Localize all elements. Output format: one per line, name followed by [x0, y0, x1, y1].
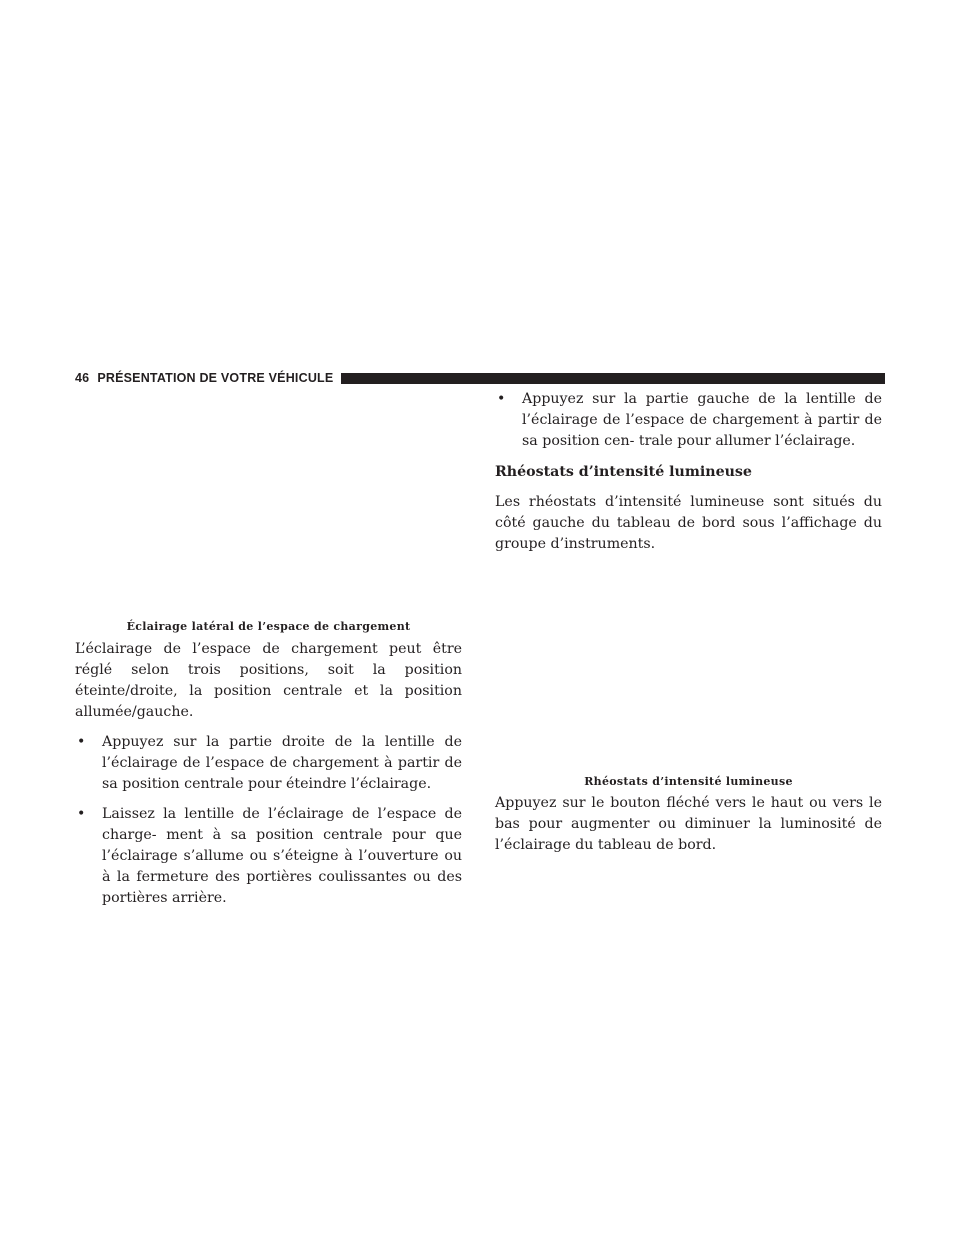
dimmer-instructions: Appuyez sur le bouton fléché vers le haut ou vers le bas pour augmenter ou diminuer la luminosité de l’éclairage du tableau de bord.: [495, 795, 882, 853]
section-title: PRÉSENTATION DE VOTRE VÉHICULE: [97, 371, 334, 385]
cargo-light-bullet-2: [75, 804, 462, 909]
bullet-dot: •: [77, 806, 86, 822]
bullet-dot: •: [77, 734, 86, 750]
bullet-text: Appuyez sur la partie gauche de la lentille de l’éclairage de l’espace de chargement à partir de sa position cen- trale pour allumer l’éclairage.: [522, 391, 882, 449]
dimmer-paragraph: Les rhéostats d’intensité lumineuse sont situés du côté gauche du tableau de bord sous l’affichage du groupe d’instruments.: [495, 494, 882, 552]
bullet-text: Laissez la lentille de l’éclairage de l’espace de charge- ment à sa position centrale pour que l’éclairage s’allume ou s’éteigne à l’ouverture ou à la fermeture des portières coulissantes ou des portières arrière.: [102, 806, 462, 906]
bullet-dot: •: [497, 391, 506, 407]
cargo-light-figure: [75, 384, 462, 620]
header-rule: [341, 373, 885, 384]
cargo-light-caption: Éclairage latéral de l’espace de chargement: [126, 620, 411, 633]
dimmer-caption: Rhéostats d’intensité lumineuse: [584, 775, 793, 788]
right-column: [495, 384, 882, 856]
dimmer-figure: [495, 555, 882, 775]
page-number: 46: [75, 371, 90, 385]
cargo-light-intro: L’éclairage de l’espace de chargement peut être réglé selon trois positions, soit la position éteinte/droite, la position centrale et la position allumée/gauche.: [75, 641, 462, 720]
cargo-light-bullet-3: [495, 389, 882, 452]
cargo-light-bullet-1: [75, 732, 462, 795]
dimmer-heading: Rhéostats d’intensité lumineuse: [495, 464, 752, 480]
left-column: [75, 384, 462, 909]
bullet-text: Appuyez sur la partie droite de la lentille de l’éclairage de l’espace de chargement à partir de sa position centrale pour éteindre l’éclairage.: [102, 734, 462, 792]
